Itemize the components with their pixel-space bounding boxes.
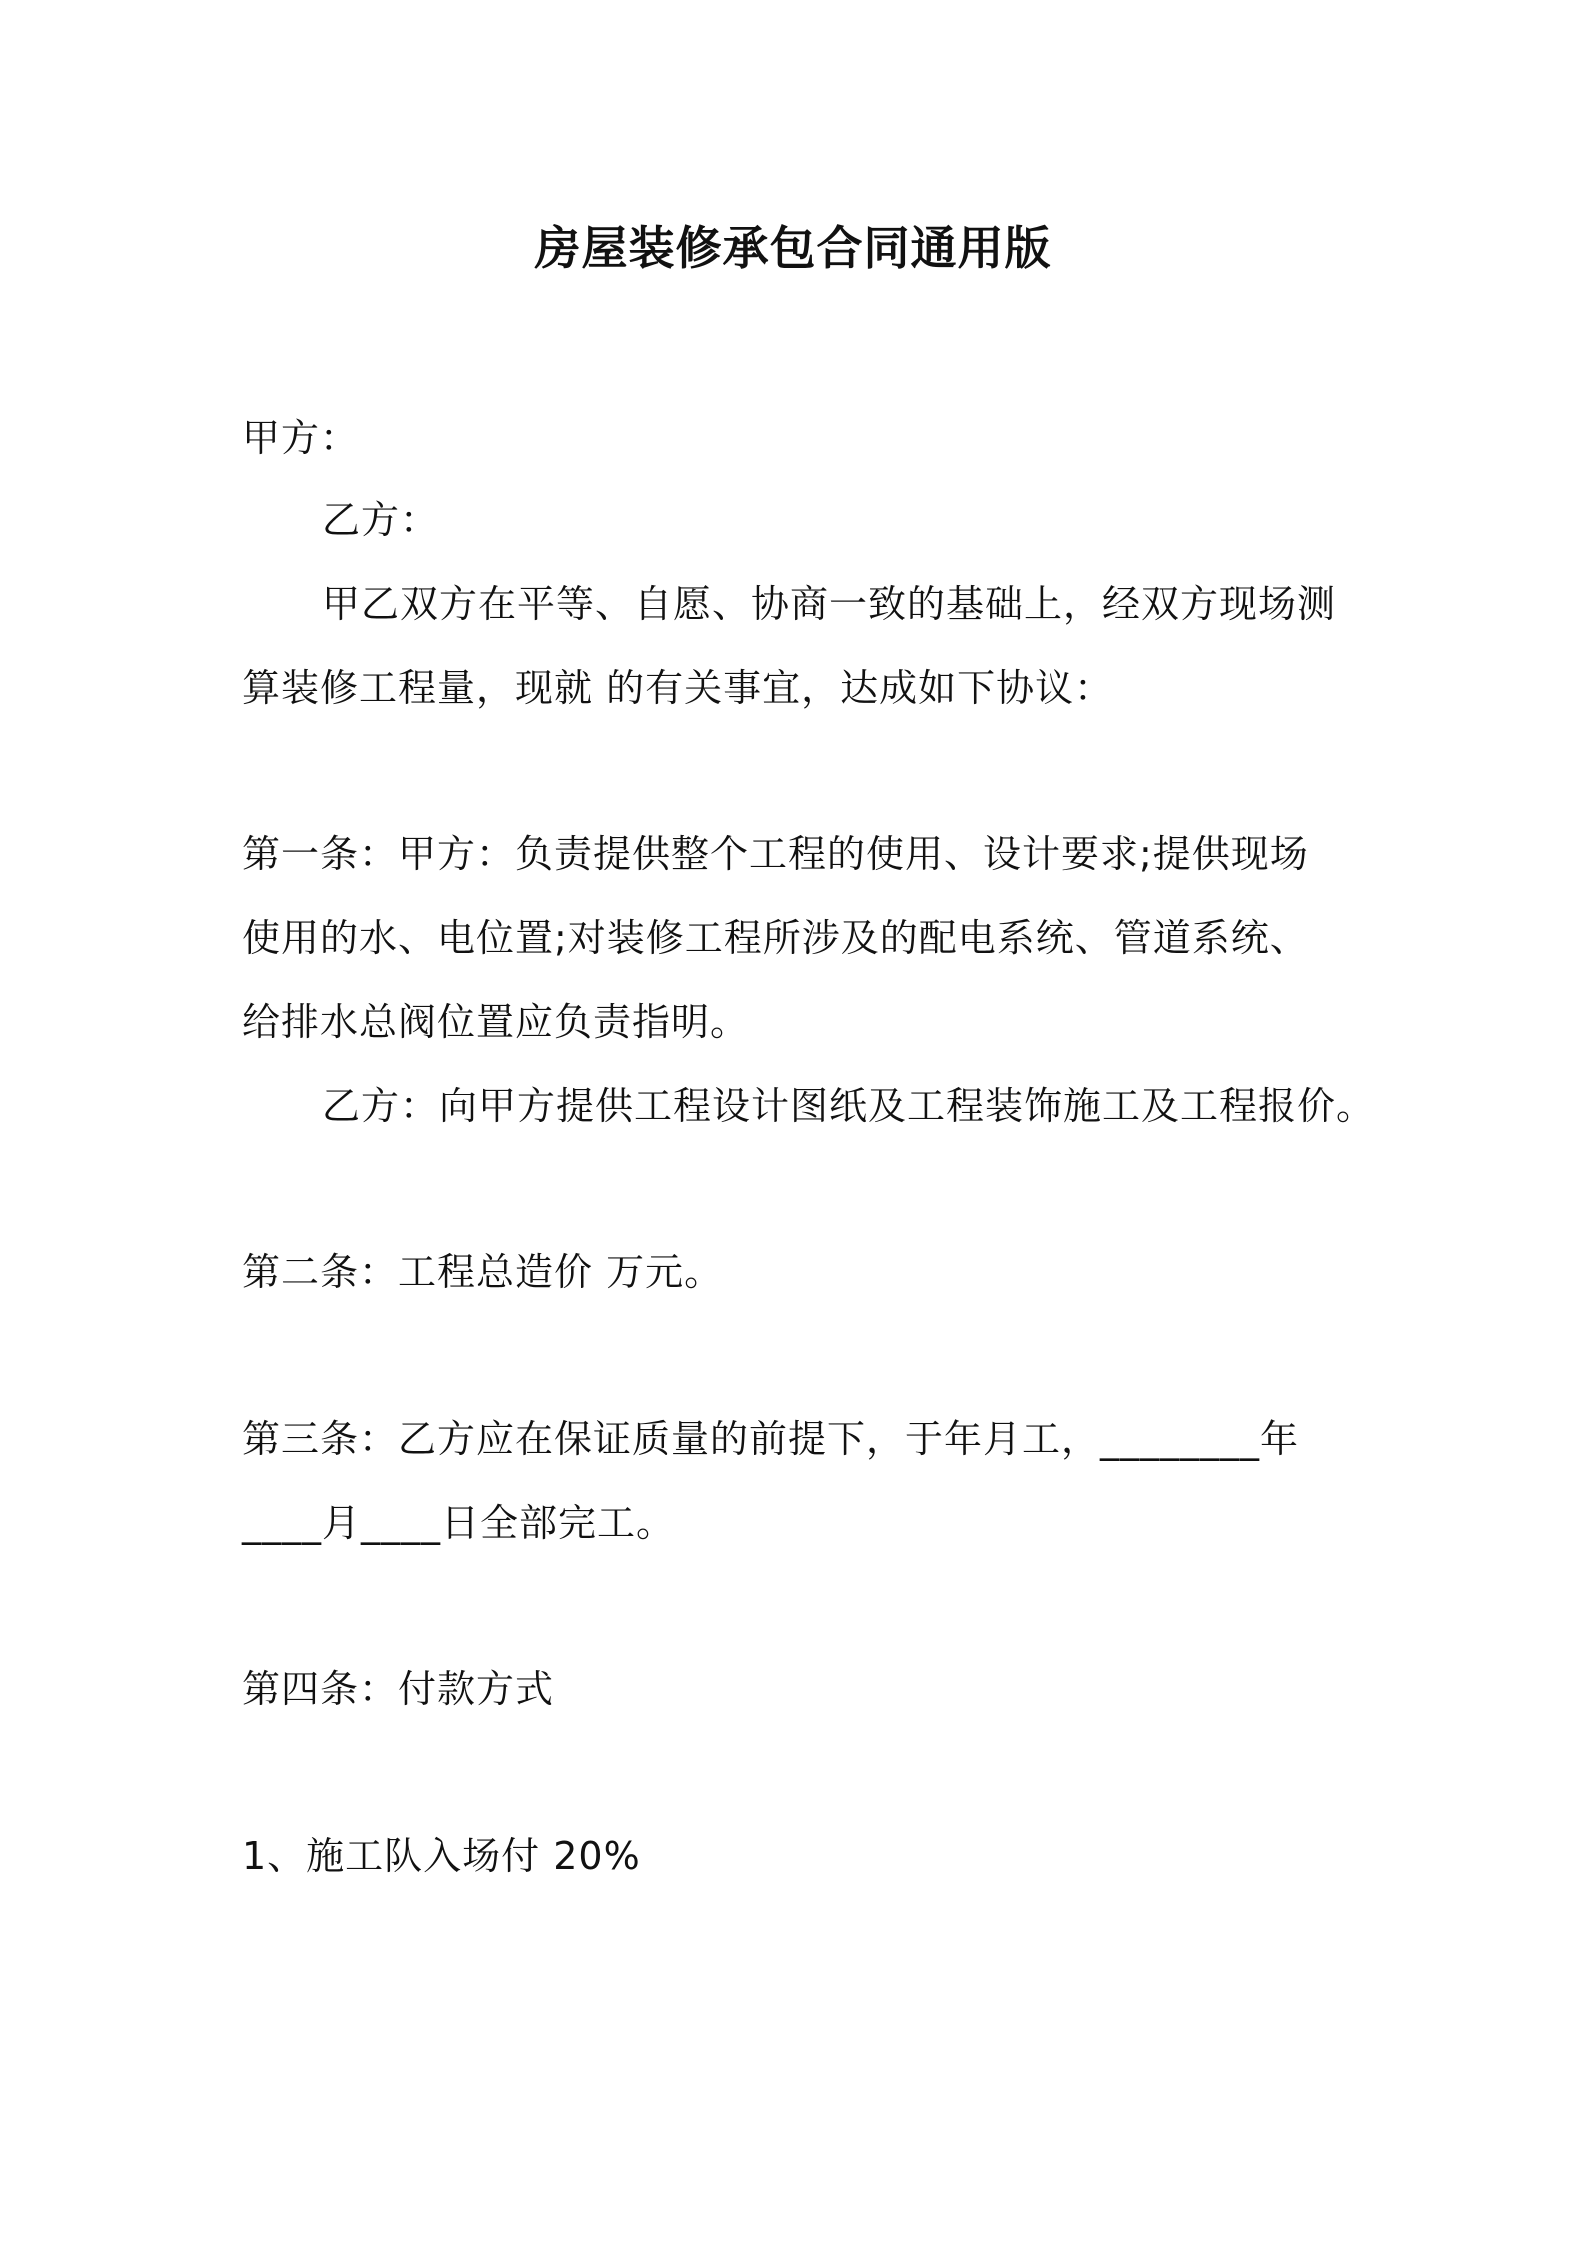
article-4-heading: 第四条：付款方式 (242, 1667, 555, 1711)
payment-item-1: 1、施工队入场付 20% (242, 1834, 641, 1878)
party-b-label: 乙方： (322, 498, 440, 542)
document-title: 房屋装修承包合同通用版 (534, 221, 1052, 275)
intro-line-2: 算装修工程量，现就 的有关事宜，达成如下协议： (242, 666, 1114, 710)
article-1-party-b: 乙方：向甲方提供工程设计图纸及工程装饰施工及工程报价。 (322, 1084, 1376, 1128)
article-1-line-1: 第一条：甲方：负责提供整个工程的使用、设计要求;提供现场 (242, 832, 1309, 876)
article-1-line-2: 使用的水、电位置;对装修工程所涉及的配电系统、管道系统、 (242, 916, 1309, 960)
article-3-line-2: ____月____日全部完工。 (242, 1501, 676, 1545)
intro-line-1: 甲乙双方在平等、自愿、协商一致的基础上，经双方现场测 (322, 582, 1337, 626)
article-1-line-3: 给排水总阀位置应负责指明。 (242, 1000, 750, 1044)
party-a-label: 甲方： (242, 416, 360, 460)
article-2: 第二条：工程总造价 万元。 (242, 1250, 724, 1294)
article-3-line-1: 第三条：乙方应在保证质量的前提下，于年月工，________年 (242, 1417, 1300, 1461)
